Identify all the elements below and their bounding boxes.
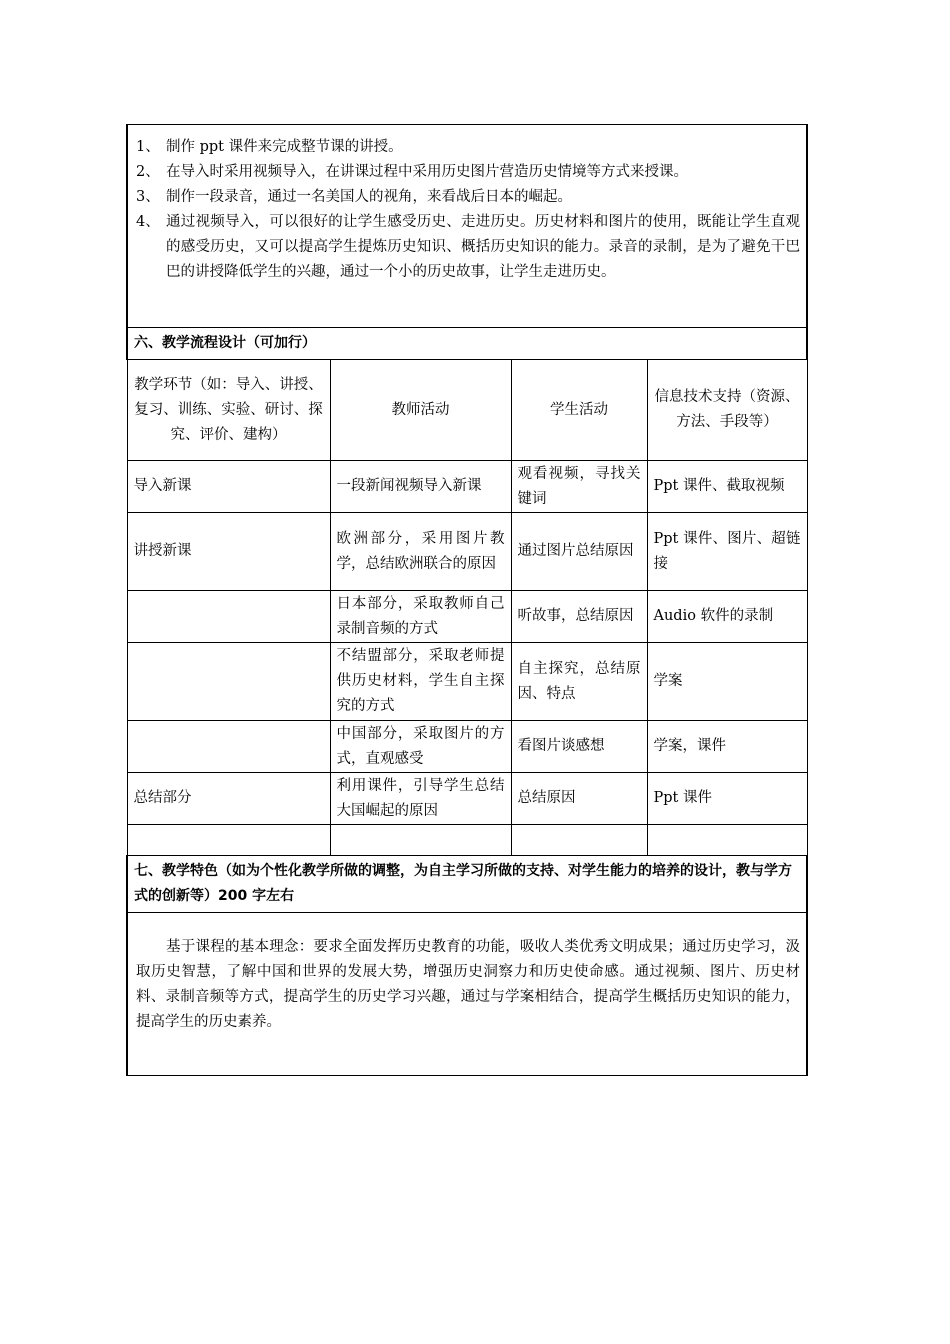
table-row [127,591,807,643]
teacher-cell: 日本部分，采取教师自己录制音频的方式 [330,591,511,643]
section-6-title: 六、教学流程设计（可加行） [127,328,807,360]
method-number: 4、 [136,214,160,230]
tech-cell: Ppt 课件、截取视频 [647,461,807,513]
method-number: 1、 [136,139,160,155]
header-teacher: 教师活动 [330,360,511,461]
method-number: 3、 [136,189,160,205]
stage-cell: 总结部分 [127,773,330,825]
table-row [127,773,807,825]
stage-cell [127,643,330,721]
student-cell: 看图片谈感想 [511,721,647,773]
stage-cell [127,591,330,643]
method-number: 2、 [136,164,160,180]
lesson-plan-table [126,124,808,1076]
teacher-cell: 中国部分，采取图片的方式，直观感受 [330,721,511,773]
student-cell [511,825,647,856]
table-row [127,461,807,513]
section-7-title-row [127,856,807,913]
header-student: 学生活动 [511,360,647,461]
section-6-title-row [127,328,807,360]
table-row [127,721,807,773]
tech-cell [647,825,807,856]
table-row [127,825,807,856]
teacher-cell: 利用课件，引导学生总结大国崛起的原因 [330,773,511,825]
student-cell: 自主探究，总结原因、特点 [511,643,647,721]
header-stage: 教学环节（如：导入、讲授、复习、训练、实验、研讨、探究、评价、建构） [127,360,330,461]
tech-cell: Ppt 课件 [647,773,807,825]
stage-cell [127,825,330,856]
table-row [127,643,807,721]
flow-header-row [127,360,807,461]
teacher-cell: 一段新闻视频导入新课 [330,461,511,513]
methods-cell [127,125,807,328]
stage-cell [127,721,330,773]
teacher-cell: 欧洲部分，采用图片教学，总结欧洲联合的原因 [330,513,511,591]
tech-cell: 学案，课件 [647,721,807,773]
stage-cell: 讲授新课 [127,513,330,591]
header-tech: 信息技术支持（资源、方法、手段等） [647,360,807,461]
teaching-features-cell [127,913,807,1076]
teacher-cell: 不结盟部分，采取老师提供历史材料，学生自主探究的方式 [330,643,511,721]
method-item-1 [136,135,800,160]
student-cell: 总结原因 [511,773,647,825]
method-text: 通过视频导入，可以很好的让学生感受历史、走进历史。历史材料和图片的使用，既能让学生直观的感受历史，又可以提高学生提炼历史知识、概括历史知识的能力。录音的录制，是为了避免干巴巴的讲授降低学生的兴趣，通过一个小的历史故事，让学生走进历史。 [166,214,800,280]
method-item-3 [136,185,800,210]
method-text: 制作一段录音，通过一名美国人的视角，来看战后日本的崛起。 [166,189,572,205]
methods-row [127,125,807,328]
teaching-features-text: 基于课程的基本理念：要求全面发挥历史教育的功能，吸收人类优秀文明成果；通过历史学习，汲取历史智慧，了解中国和世界的发展大势，增强历史洞察力和历史使命感。通过视频、图片、历史材料、录制音频等方式，提高学生的历史学习兴趣，通过与学案相结合，提高学生概括历史知识的能力，提高学生的历史素养。 [136,939,800,1030]
method-item-2 [136,160,800,185]
method-item-4 [136,210,800,285]
table-row [127,513,807,591]
tech-cell: Audio 软件的录制 [647,591,807,643]
section-7-title: 七、教学特色（如为个性化教学所做的调整，为自主学习所做的支持、对学生能力的培养的设计，教与学方式的创新等）200 字左右 [127,856,807,913]
student-cell: 通过图片总结原因 [511,513,647,591]
section-7-body-row [127,913,807,1076]
tech-cell: 学案 [647,643,807,721]
method-text: 在导入时采用视频导入，在讲课过程中采用历史图片营造历史情境等方式来授课。 [166,164,688,180]
tech-cell: Ppt 课件、图片、超链接 [647,513,807,591]
teacher-cell [330,825,511,856]
stage-cell: 导入新课 [127,461,330,513]
student-cell: 观看视频，寻找关键词 [511,461,647,513]
student-cell: 听故事，总结原因 [511,591,647,643]
method-text: 制作 ppt 课件来完成整节课的讲授。 [166,139,403,155]
